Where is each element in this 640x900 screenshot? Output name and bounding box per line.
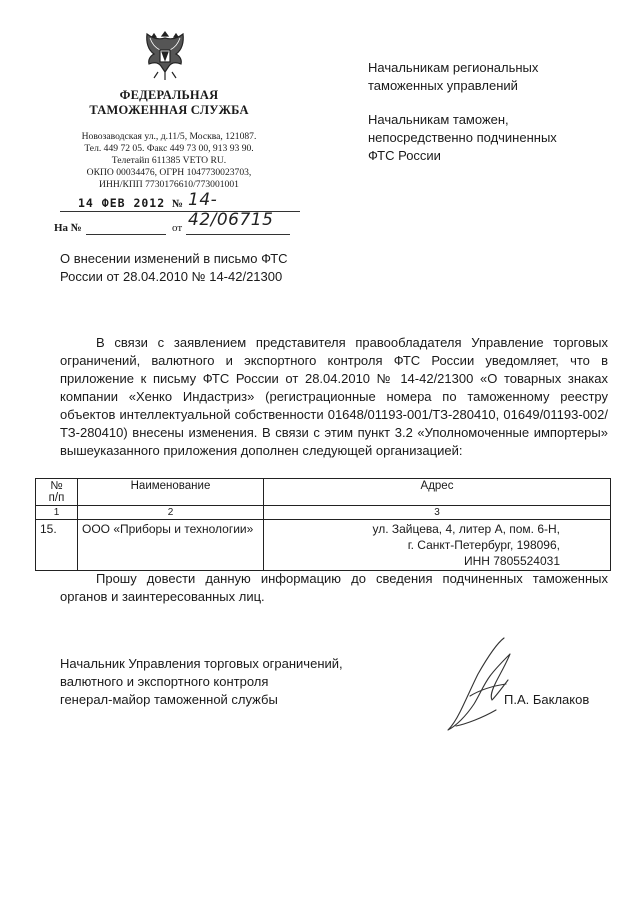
reference-line (54, 222, 304, 242)
org-address: Новозаводская ул., д.11/5, Москва, 121087. (81, 131, 257, 142)
registration-number-label: № (172, 198, 184, 210)
signer-name: П.А. Баклаков (504, 692, 590, 707)
org-name-line1: ФЕДЕРАЛЬНАЯ (119, 88, 219, 102)
letter-body: В связи с заявлением представителя правообладателя Управление торговых ограничений, валютного и экспортного контроля ФТС России уведомляет, что в приложение к письму ФТС России от 28.04.2010 № 14-42/21300 «О товарных знаках компании «Хенко Индастриз» (регистрационные номера по таможенному реестру объектов интеллектуальной собственности 01648/01193-001/ТЗ-280410, 01649/01193-002/ТЗ-280410) внесены изменения. В связи с этим пункт 3.2 «Уполномоченные импортеры» вышеуказанного приложения дополнен следующей организацией: (60, 335, 608, 458)
reference-date-blank (186, 234, 290, 235)
reference-number-label: На № (54, 222, 82, 234)
reference-number-blank (86, 234, 166, 235)
registration-underline (60, 211, 300, 212)
address-line2: г. Санкт-Петербург, 198096, (407, 538, 560, 552)
org-phone-fax: Тел. 449 72 05. Факс 449 73 00, 913 93 90. (84, 143, 254, 154)
registration-date: 14 ФЕВ 2012 (78, 196, 166, 210)
row-name: ООО «Приборы и технологии» (78, 520, 264, 571)
registration-number: 14-42/06715 (188, 190, 274, 230)
header-address: Адрес (264, 479, 611, 506)
table-row (36, 520, 611, 571)
addressee-second-line1: Начальникам таможен, (368, 112, 509, 127)
addressee-first-line2: таможенных управлений (368, 78, 518, 93)
sender-block (40, 88, 298, 191)
addressee-second-line3: ФТС России (368, 148, 441, 163)
address-line1: ул. Зайцева, 4, литер А, пом. 6-Н, (372, 522, 560, 536)
org-inn-kpp: ИНН/КПП 7730176610/773001001 (99, 179, 239, 190)
index-cell-2: 2 (78, 506, 264, 520)
addressee-second-line2: непосредственно подчиненных (368, 130, 557, 145)
letter-request: Прошу довести данную информацию до сведения подчиненных таможенных органов и заинтересованных лиц. (60, 571, 608, 604)
index-cell-3: 3 (264, 506, 611, 520)
row-address (264, 520, 611, 571)
signer-position-line2: валютного и экспортного контроля (60, 674, 269, 689)
addressee-first-line1: Начальникам региональных (368, 60, 539, 75)
org-teletype: Телетайп 611385 VETO RU. (111, 155, 227, 166)
handwritten-signature (426, 630, 536, 740)
org-okpo-ogrn: ОКПО 00034476, ОГРН 1047730023703, (86, 167, 252, 178)
row-number: 15. (36, 520, 78, 571)
coat-of-arms-icon (140, 28, 190, 82)
org-details (40, 131, 298, 191)
importers-table (35, 478, 611, 571)
reference-date-label: от (172, 222, 183, 234)
header-number-line2: п/п (48, 492, 65, 504)
header-name: Наименование (78, 479, 264, 506)
table-index-row (36, 506, 611, 520)
header-number (36, 479, 78, 506)
header-number-line1: № (50, 480, 63, 492)
signer-position-line3: генерал-майор таможенной службы (60, 692, 278, 707)
org-name-line2: ТАМОЖЕННАЯ СЛУЖБА (89, 103, 249, 117)
signer-position-line1: Начальник Управления торговых ограничений, (60, 656, 343, 671)
subject-line2: России от 28.04.2010 № 14-42/21300 (60, 269, 283, 284)
address-line3: ИНН 7805524031 (463, 554, 560, 568)
signer-position (60, 655, 390, 709)
index-cell-1: 1 (36, 506, 78, 520)
subject-line1: О внесении изменений в письмо ФТС (60, 251, 288, 266)
addressees (368, 59, 618, 165)
letter-subject (60, 250, 340, 286)
table-header-row (36, 479, 611, 506)
